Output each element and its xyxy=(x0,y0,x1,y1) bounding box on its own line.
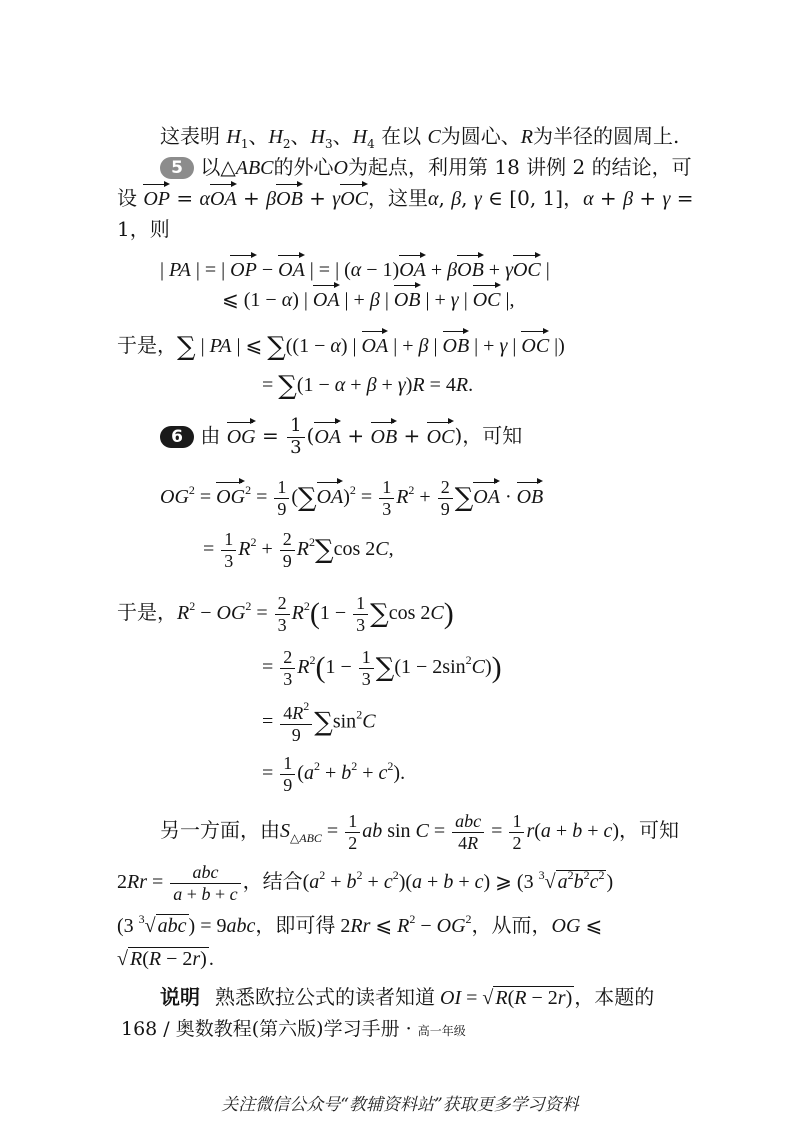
remark-line: 说明 熟悉欧拉公式的读者知道 OI = √ R(R − 2r) ，本题的 xyxy=(160,987,655,1009)
formula-line: = $\frac{1}{9}$ $(a^2 + b^2 + c^2)$. xyxy=(262,753,406,795)
solution-number-badge: 5 xyxy=(160,157,194,179)
text-line: 2Rr = $\frac{\text{abc}}{a + b + c}$ ，结合$(a^2 + b^2 + c^2)(a + b + c)$ ⩾ (3 $^3$√ $a^2b^2c^2$ ) xyxy=(117,862,614,904)
solution-5-intro: 5 以△ABC的外心O为起点，利用第 18 讲例 2 的结论，可 xyxy=(160,155,692,180)
formula-line: ⩽ (1 − α) | OA | + β | OB | + γ | OC |, xyxy=(222,289,515,311)
text-line: 设 OP = αOA + βOB + γOC，这里α, β, γ ∈ [0, 1]，α + β + γ = xyxy=(117,186,694,210)
text-line: (3 $^3$√ abc ) = 9abc，即可得 2Rr ⩽ $R^2 - OG^2$，从而，OG ⩽ xyxy=(117,912,603,937)
formula-line: = $\frac{1}{3}$ $R^2$ + $\frac{2}{9}$ $R^2\sum\cos$ 2C, xyxy=(203,529,394,571)
formula-line: = $\frac{2}{3}$ $R^2(1$ − $\frac{1}{3}$ $\sum(1 - 2\sin^2C)$) xyxy=(262,647,502,689)
book-title: 奥数教程(第六版)学习手册 xyxy=(175,1018,400,1040)
remark-label: 说明 xyxy=(160,987,200,1009)
formula-line: 于是，$R^2 - OG^2$ = $\frac{2}{3}$ $R^2(1$ − $\frac{1}{3}$ ∑cos 2C) xyxy=(117,593,454,635)
formula-line: = $\frac{4R^2}{9}$ $\sum\sin^2C$ xyxy=(262,699,376,745)
watermark: 关注微信公众号“教辅资料站”获取更多学习资料 xyxy=(221,1095,579,1115)
text-line: 1，则 xyxy=(117,217,170,241)
grade-label: 高一年级 xyxy=(417,1024,466,1038)
text-line: 另一方面，由$S_{\triangle ABC}$ = $\frac{1}{2}$ ab sin C = $\frac{\text{abc}}{4R}$ = $\frac{1}{2}$ r(a + b + c)，可知 xyxy=(160,811,680,853)
formula-line: = ∑(1 − α + β + γ)R = 4R. xyxy=(262,371,474,401)
text-line: 这表明 $H_1$、$H_2$、$H_3$、$H_4$ 在以 C为圆心、R为半径的圆周上. xyxy=(160,124,680,151)
text-line: √ R(R − 2r) . xyxy=(117,948,214,970)
page-footer: 168 / 奥数教程(第六版)学习手册 · 高一年级 xyxy=(121,1018,466,1040)
solution-number-badge: 6 xyxy=(160,426,194,448)
page-number: 168 xyxy=(121,1018,158,1040)
formula-line: $OG^2 = OG^2$ = $\frac{1}{9}$ $(\sum OA)^2$ = $\frac{1}{3}$ $R^2$ + $\frac{2}{9}$ ∑OA · OB xyxy=(160,477,544,519)
formula-line: 于是，∑ | PA | ⩽ ∑((1 − α) | OA | + β | OB | + γ | OC |) xyxy=(117,332,565,362)
solution-6-intro: 6 由 OG = $\frac{1}{3}$ (OA + OB + OC)，可知 xyxy=(160,416,522,458)
formula-line: | PA | = | OP − OA | = | (α − 1)OA + βOB + γOC | xyxy=(160,259,550,281)
